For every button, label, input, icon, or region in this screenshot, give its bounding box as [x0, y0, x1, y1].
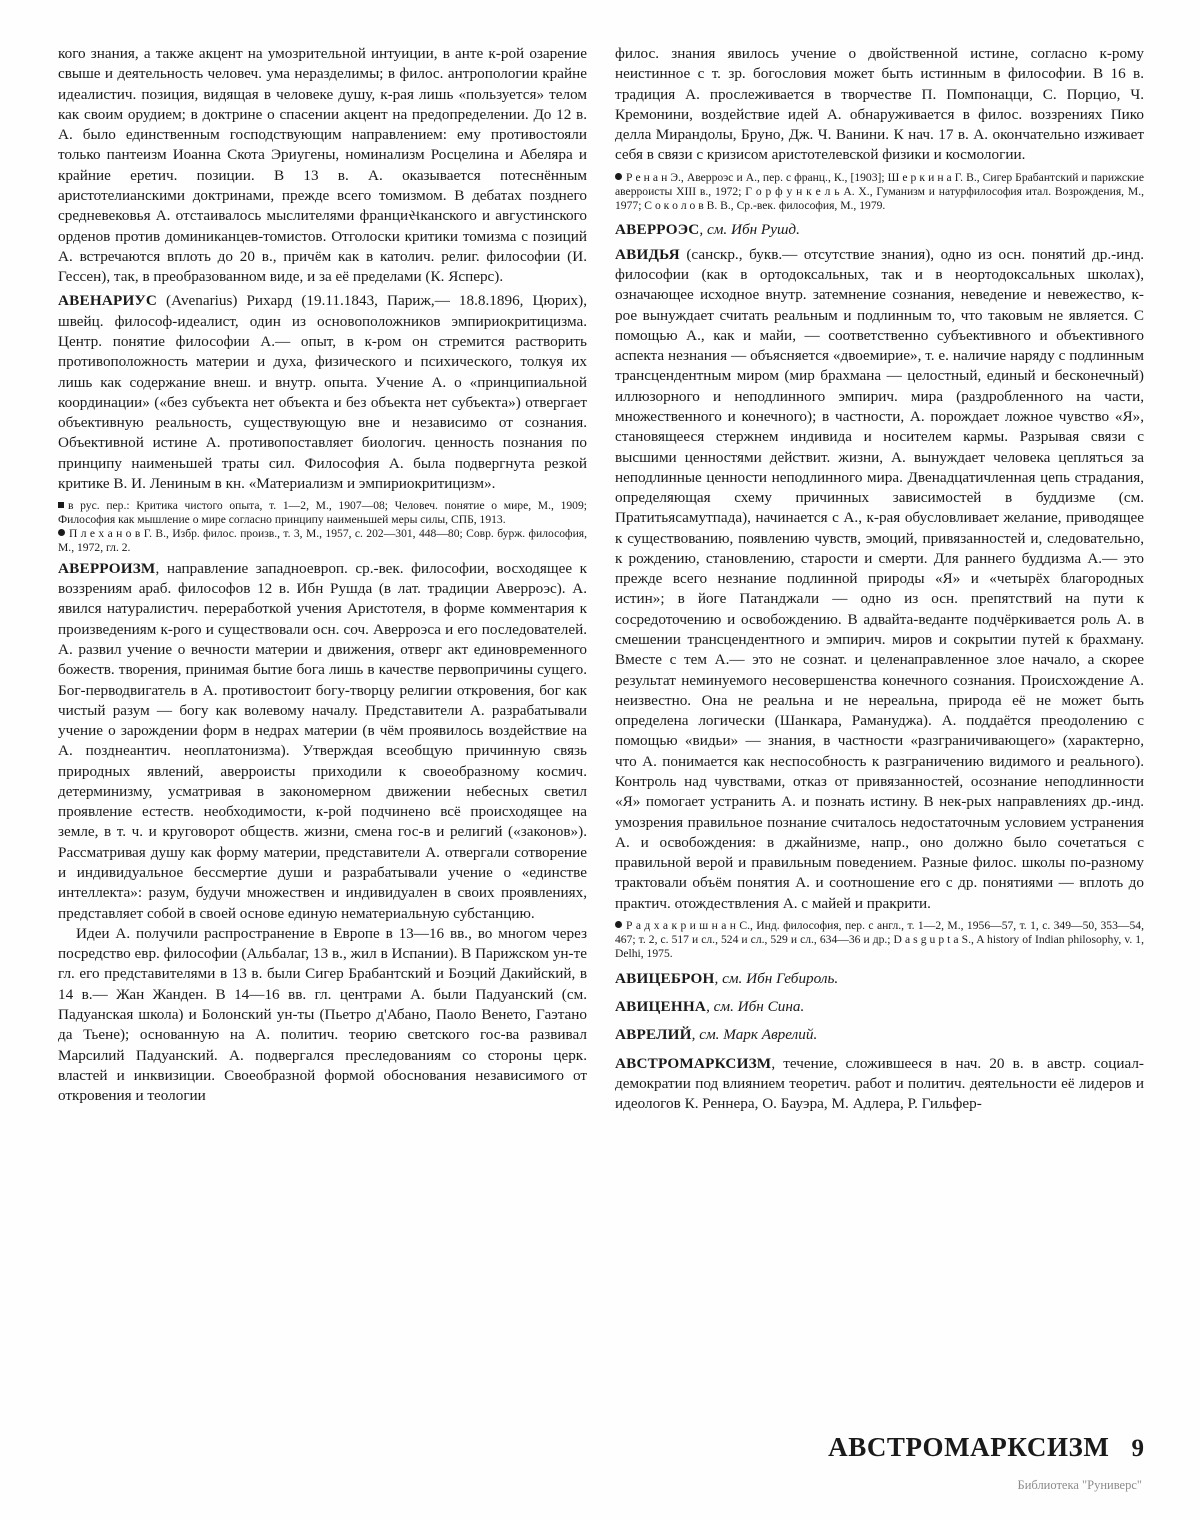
entry-body-avicenna: , см. Ибн Сина. — [706, 997, 805, 1015]
circle-marker-icon — [58, 529, 65, 536]
entry-avidya — [615, 245, 1144, 961]
entry-body-avenarius: (Avenarius) Рихард (19.11.1843, Париж,— 18.8.1896, Цюрих), швейц. философ-идеалист, один из основоположников эмпириокритицизма. Центр. понятие философии А.— опыт, в к-ром он стремится растворить противоположность материи и духа, физического и психического, толкуя их лишь как содержание внеш. и внутр. опыта. Учение А. о «принципиальной координации» («без субъекта нет объекта и без объекта нет субъекта») отвергает объективную реальность, существующую вне и независимо от сознания. Объективной истине А. противопоставляет биологич. ценность познания по принципу наименьшей траты сил. Философия А. была подвергнута резкой критике В. И. Лениным в кн. «Материализм и эмпириокритицизм». — [58, 292, 587, 492]
entry-body-averroes: , см. Ибн Рушд. — [699, 221, 800, 239]
library-watermark: Библиотека "Руниверс" — [1017, 1478, 1142, 1492]
entry-body-averroism: , направление западноевроп. ср.-век. философии, восходящее к воззрениям араб. философов 12 в. Ибн Рушда (в лат. традиции Аверроэс). А. явился натуралистич. переработкой учения Аристотеля, в форме комментария к произведениям к-рого и существовали осн. соч. Аверроэса и его последователей. А. развил учение о вечности материи и движения, отверг акт единовременного божеств. творения, принимая бытие бога лишь в качестве первопричины сущего. Бог-перводвигатель в А. противостоит богу-творцу религии откровения, бог как чистый разум — богу как волевому началу. Представители А. разрабатывали учение о зарождении форм в недрах материи (в чём проявилось воздействие на А. позднеантич. неоплатонизма). Утверждая всеобщую причинную связь природных явлений, аверроисты приходили к своеобразному космич. детерминизму, усматривая в закономерном движении небесных светил проявление естеств. необходимости, к-рой подчинено всё происходящее на земле, в т. ч. и круговорот обществ. жизни, смена гос-в и религий («законов»). Рассматривая душу как форму материи, представители А. отвергали сотворение и индивидуальное бессмертие души и разрабатывали учение о «единстве интеллекта»: разум, будучи множествен и индивидуален в своих проявлениях, представляет собой в своей основе единую нематериальную субстанцию. — [58, 559, 587, 922]
headword-austromarxism: АВСТРОМАРКСИЗМ — [615, 1054, 772, 1072]
reference-works-avenarius: в рус. пер.: Критика чистого опыта, т. 1—2, М., 1907—08; Человеч. понятие о мире, М., 1909; Философия как мышление о мире согласно принципу наименьшей меры силы, СПБ, 1913. — [58, 499, 587, 527]
entry-aurelius-crossref — [615, 1025, 1144, 1045]
reference-literature-avenarius: П л е х а н о в Г. В., Избр. филос. произв., т. 3, М., 1957, с. 202—301, 448—80; Совр. бурж. философия, М., 1972, гл. 2. — [58, 527, 587, 554]
headword-averroism: АВЕРРОИЗМ — [58, 559, 156, 577]
square-marker-icon — [58, 502, 64, 508]
page-footer — [600, 1432, 1144, 1463]
entry-austromarxism — [615, 1054, 1144, 1115]
headword-aurelius: АВРЕЛИЙ — [615, 1026, 692, 1044]
reference-literature-avidya: Р а д х а к р и ш н а н С., Инд. философия, пер. с англ., т. 1—2, М., 1956—57, т. 1, с. 349—50, 353—54, 467; т. 2, с. 517 и сл., 524 и сл., 529 и сл., 634—36 и др.; D a s g u p t a S., A history of Indian philosophy, v. 1, Delhi, 1975. — [615, 918, 1144, 960]
running-head: АВСТРОМАРКСИЗМ — [828, 1432, 1110, 1462]
entry-avenarius — [58, 291, 587, 554]
headword-avicenna: АВИЦЕННА — [615, 997, 707, 1015]
continued-paragraph-right: филос. знания явилось учение о двойственной истине, согласно к-рому неистинное с т. зр. богословия может быть истинным в философии. В 16 в. традиция А. прослеживается в творчестве П. Помпонацци, С. Порцио, Ч. Кремонини, воздействие идей А. обнаруживается в филос. воззрениях Пико делла Мирандолы, Бруно, Дж. Ч. Ванини. К нач. 17 в. А. окончательно изживает себя в связи с кризисом аристотелевской физики и космологии. — [615, 45, 1144, 164]
entry-body-avicebron: , см. Ибн Гебироль. — [714, 969, 839, 987]
circle-marker-icon — [615, 173, 622, 180]
references-averroism — [615, 171, 1144, 213]
entry-body-austromarxism: , течение, сложившееся в нач. 20 в. в австр. социал-демократии под влиянием теоретич. работ и политич. деятельности её лидеров и идеологов К. Реннера, О. Бауэра, М. Адлера, Р. Гильфер- — [615, 1054, 1144, 1113]
entry-body-avidya: (санскр., букв.— отсутствие знания), одно из осн. понятий др.-инд. философии (как в ортодоксальных, так и в неортодоксальных школах), означающее исходное внутр. затемнение сознания, неведение и невежество, к-рое вынуждает считать реальным и подлинным то, что таковым не является. С помощью А., как и майи, — соответственно субъективного и объективного аспекта незнания — объясняется «двоемирие», т. е. наличие наряду с подлинным трансцендентным миром (мир брахмана — целостный, единый и бесконечный) иллюзорного и неподлинного эмпирич. мира (раздробленного на части, множественного и конечного); в частности, А. порождает ложное чувство «Я», становящееся стержнем индивида и носителем кармы. Разрывая связи с высшими ценностями действит. жизни, А. вынуждает человека цепляться за неподлинные ценности неподлинного мира. Двенадцатичленная цепь страдания, определяющая схему причинных зависимостей в буддизме (см. Пратитьясамутпада), начинается с А., к-рая обусловливает желание, приводящее к существованию, появлению чувств, эмоций, привязанностей и, следовательно, к рождению, становлению, старости и смерти. Для раннего буддизма А.— это прежде всего незнание подлинной природы «Я» и «четырёх благородных истин»; в йоге Патанджали — одно из осн. препятствий на пути к сосредоточению и освобождению. В адвайта-веданте подчёркивается роль А. в смешении трансцендентного и эмпирич. миров и сокрытии путей к брахману. Вместе с тем А.— это не сознат. и целенаправленное злое начало, а скорее результат неминуемого несовершенства конечного сознания. Происхождение А. неизвестно. Она не реальна и не нереальна, природа её не может быть определена логически (Шанкара, Рамануджа). А. поддаётся преодолению с помощью «видьи» — знания, в частности «разграничивающего» (характерно, что А. понимается как неспособность к разграничению видимого и реального). Контроль над чувствами, отказ от привязанностей, осознание неподлинности «Я» помогает устранить А. и познать истину. В нек-рых направлениях др.-инд. умозрения правильное познание считалось недостаточным условием устранения А. и освобождения: в джайнизме, напр., оно должно было сочетаться с правильной верой и правильным поведением. Разные филос. школы по-разному трактовали объём понятия А. и соотношение его с др. понятиями — вплоть до практич. отождествления А. с майей и пракрити. — [615, 245, 1144, 912]
circle-marker-icon — [615, 921, 622, 928]
entry-averroism — [58, 559, 587, 924]
headword-avidya: АВИДЬЯ — [615, 245, 680, 263]
averroism-final-paragraph: Идеи А. получили распространение в Европе в 13—16 вв., во многом через посредство евр. философии (Альбалаг, 13 в., жил в Испании). В Парижском ун-те гл. его представителями в 13 в. были Сигер Брабантский и Боэций Дакийский, в 14 в.— Жан Жанден. В 14—16 вв. гл. центрами А. были Падуанский (см. Падуанская школа) и Болонский ун-ты (Пьетро д'Абано, Паоло Венето, Гаэтано да Тьене); основанную на А. политич. теорию светского гос-ва развивал Марсилий Падуанский. А. подвергался преследованиям со стороны церк. властей и инквизиции. Своеобразной формой обоснования независимого от откровения и теологии — [58, 924, 587, 1105]
two-column-text-body — [58, 44, 1144, 1116]
reference-literature-averroism: Р е н а н Э., Аверроэс и А., пер. с франц., К., [1903]; Ш е р к и н а Г. В., Сигер Брабантский и парижские аверроисты XIII в., 1972; Г о р ф у н к е л ь А. X., Гуманизм и натурфилософия итал. Возрождения, М., 1977; С о к о л о в В. В., Ср.-век. философия, М., 1979. — [615, 170, 1144, 212]
continued-paragraph-left: кого знания, а также акцент на умозрительной интуиции, в анте к-рой озарение свыше и деятельность человеч. ума неразделимы; в филос. антропологии крайне идеалистич. позиция, видящая в человеке душу, к-рая лишь «пользуется» телом как своим орудием; в доктрине о спасении акцент на предопределении. До 12 в. А. было единственным господствующим направлением: ему противостояли только пантеизм Иоанна Скота Эриугены, номинализм Росцелина и Абеляра и крайние еретич. позиции. В 13 в. А. оказывается потеснённым аристотелианскими доктринами, прежде всего томизмом. В дебатах позднего средневековья А. отстаивалось мыслителями франциસканского и августинского орденов против доминиканцев-томистов. Отголоски критики томизма с позиций А. встречаются вплоть до 20 в., причём как в католич. религ. философии (И. Гессен), так, в преобразованном виде, и за её пределами (К. Ясперс). — [58, 45, 587, 286]
right-column — [615, 44, 1144, 1116]
entry-body-aurelius: , см. Марк Аврелий. — [691, 1026, 818, 1044]
references-avidya — [615, 919, 1144, 961]
headword-avicebron: АВИЦЕБРОН — [615, 969, 715, 987]
headword-averroes: АВЕРРОЭС — [615, 221, 700, 239]
entry-avicenna-crossref — [615, 997, 1144, 1017]
page-number: 9 — [1131, 1435, 1144, 1462]
headword-avenarius: АВЕНАРИУС — [58, 292, 158, 310]
references-avenarius — [58, 499, 587, 555]
left-column — [58, 44, 587, 1116]
entry-averroes-crossref — [615, 220, 1144, 240]
entry-avicebron-crossref — [615, 969, 1144, 989]
